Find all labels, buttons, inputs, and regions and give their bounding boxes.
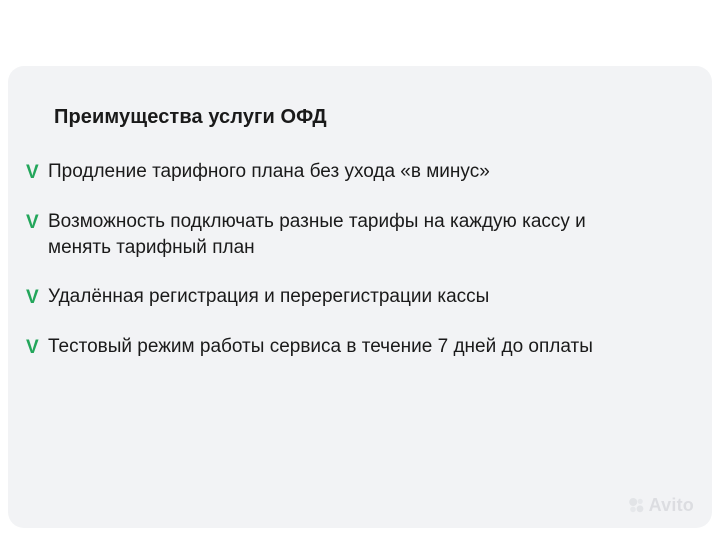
check-icon: V: [26, 287, 39, 308]
watermark: [628, 495, 694, 516]
list-item: [26, 284, 672, 311]
list-item: [26, 159, 672, 186]
benefits-list: [26, 159, 672, 361]
check-icon: V: [26, 162, 39, 183]
check-icon: V: [26, 337, 39, 358]
card-content: [26, 106, 672, 361]
watermark-label: Avito: [648, 495, 694, 515]
benefits-card: [8, 66, 712, 528]
avito-logo-icon: [628, 497, 645, 514]
list-item-label: Продление тарифного плана без ухода «в минус»: [48, 161, 490, 182]
list-item-label: Удалённая регистрация и перерегистрации кассы: [48, 286, 490, 307]
check-icon: V: [26, 212, 39, 233]
page-title: Преимущества услуги ОФД: [54, 106, 327, 128]
list-item: [26, 334, 672, 361]
list-item-label: Тестовый режим работы сервиса в течение 7 дней до оплаты: [48, 336, 593, 357]
list-item-label: Возможность подключать разные тарифы на каждую кассу и менять тарифный план: [48, 211, 586, 258]
list-item: [26, 209, 672, 261]
